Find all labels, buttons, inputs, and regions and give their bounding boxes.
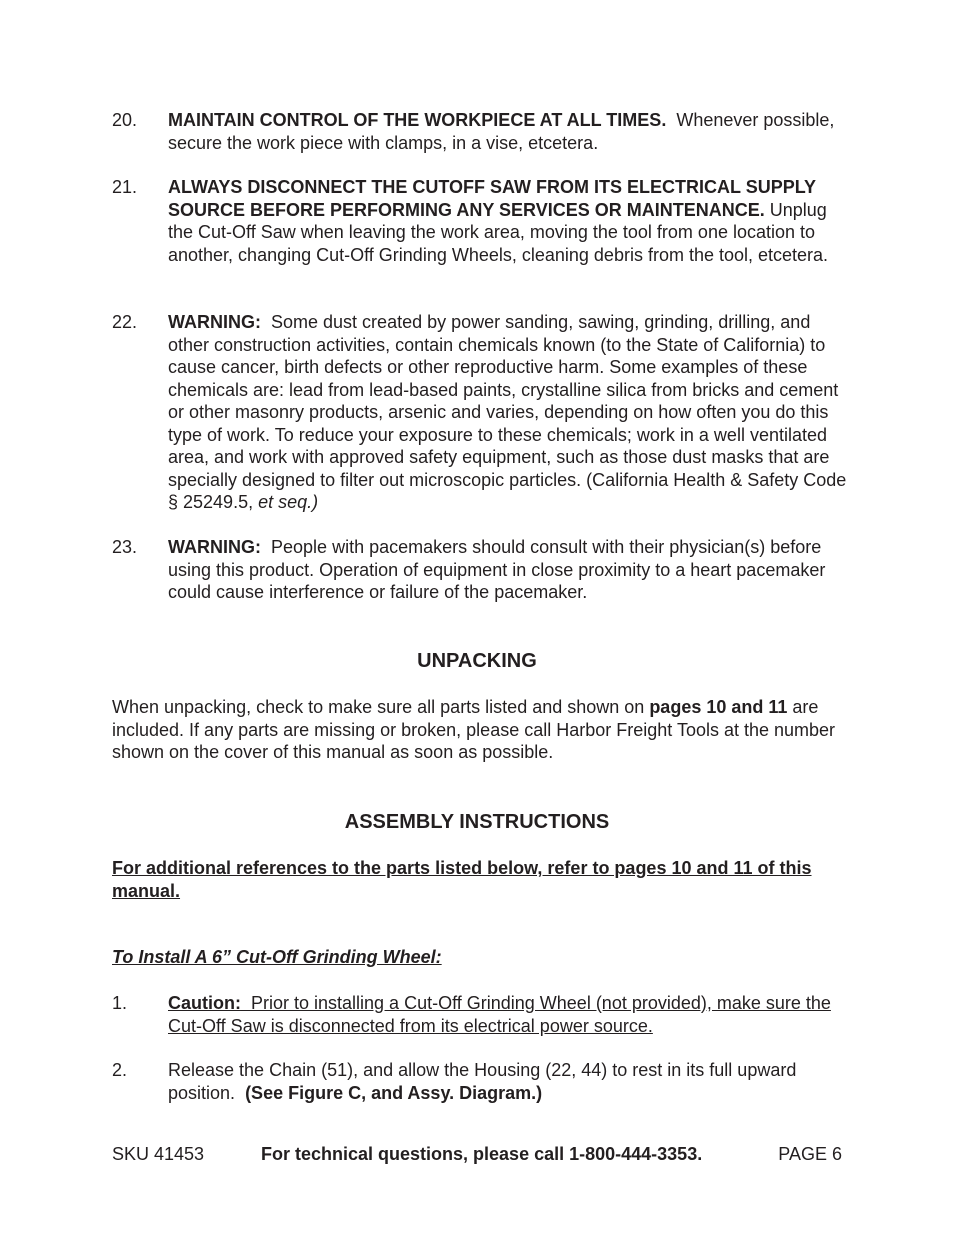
assembly-subheading: To Install A 6” Cut-Off Grinding Wheel: bbox=[112, 947, 442, 967]
item-body bbox=[168, 311, 847, 514]
step-caution-label: Caution: bbox=[168, 993, 241, 1013]
step-body bbox=[168, 1059, 847, 1104]
page-footer bbox=[112, 1143, 842, 1167]
item-number: 22. bbox=[112, 312, 138, 332]
item-text: Unplug the Cut-Off Saw when leaving the work area, moving the tool from one location to another, changing Cut-Off Grinding Wheels, cleaning debris from the tool, etcetera. bbox=[168, 199, 829, 265]
footer-tech-support: For technical questions, please call 1-800-444-3353. bbox=[261, 1144, 703, 1164]
item-bold-lead: WARNING: bbox=[168, 537, 261, 557]
item-bold-lead: WARNING: bbox=[168, 312, 261, 332]
item-number: 23. bbox=[112, 537, 138, 557]
unpacking-pages-ref: pages 10 and 11 bbox=[649, 697, 788, 717]
unpacking-text-after: are included. If any parts are missing or broken, please call Harbor Freight Tools at the number shown on the cover of this manual as soon as possible. bbox=[112, 697, 836, 762]
footer-sku: SKU 41453 bbox=[112, 1144, 205, 1164]
step-text: Release the Chain (51), and allow the Housing (22, 44) to rest in its full upward position. bbox=[168, 1060, 797, 1103]
item-body bbox=[168, 109, 847, 154]
unpacking-text-before: When unpacking, check to make sure all parts listed and shown on bbox=[112, 697, 645, 717]
assembly-reference-note: For additional references to the parts listed below, refer to pages 10 and 11 of this manual. bbox=[112, 858, 812, 901]
item-bold-lead: ALWAYS DISCONNECT THE CUTOFF SAW FROM ITS ELECTRICAL SUPPLY SOURCE BEFORE PERFORMING ANY SERVICES OR MAINTENANCE. bbox=[168, 177, 816, 220]
footer-page-number: PAGE 6 bbox=[778, 1144, 842, 1164]
step-text: Prior to installing a Cut-Off Grinding Wheel (not provided), make sure the Cut-Off Saw is disconnected from its electrical power source. bbox=[168, 993, 831, 1036]
list-item-22 bbox=[112, 311, 847, 514]
step-body bbox=[168, 992, 847, 1037]
list-item-21 bbox=[112, 176, 847, 266]
item-body bbox=[168, 176, 847, 266]
item-number: 21. bbox=[112, 177, 138, 197]
step-2 bbox=[112, 1059, 847, 1104]
step-1 bbox=[112, 992, 847, 1037]
step-number: 2. bbox=[112, 1060, 128, 1080]
item-number: 20. bbox=[112, 110, 138, 130]
item-body bbox=[168, 536, 847, 604]
step-number: 1. bbox=[112, 993, 128, 1013]
assembly-heading: ASSEMBLY INSTRUCTIONS bbox=[344, 811, 610, 833]
list-item-20 bbox=[112, 109, 847, 154]
item-italic: et seq.) bbox=[258, 492, 319, 512]
unpacking-paragraph bbox=[112, 696, 847, 764]
unpacking-heading: UNPACKING bbox=[417, 650, 537, 672]
item-text: People with pacemakers should consult with their physician(s) before using this product. Operation of equipment in close proximity to a heart pacemaker could cause interference or failure of the pacemaker. bbox=[168, 537, 826, 602]
item-text: Some dust created by power sanding, sawing, grinding, drilling, and other construction activities, contain chemicals known (to the State of California) to cause cancer, birth defects or other reproductive harm. Some examples of these chemicals are: lead from lead-based paints, crystalline silica from bricks and cement or other masonry products, arsenic and varies, depending on how often you do this type of work. To reduce your exposure to these chemicals; work in a well ventilated area, and work with approved safety equipment, such as those dust masks that are specially designed to filter out microscopic particles. (California Health & Safety Code § 25249.5, bbox=[168, 312, 847, 512]
item-bold-lead: MAINTAIN CONTROL OF THE WORKPIECE AT ALL TIMES. bbox=[168, 110, 667, 130]
item-text: Whenever possible, secure the work piece with clamps, in a vise, etcetera. bbox=[168, 110, 835, 153]
step-figure-ref: (See Figure C, and Assy. Diagram.) bbox=[245, 1082, 543, 1103]
list-item-23 bbox=[112, 536, 847, 604]
